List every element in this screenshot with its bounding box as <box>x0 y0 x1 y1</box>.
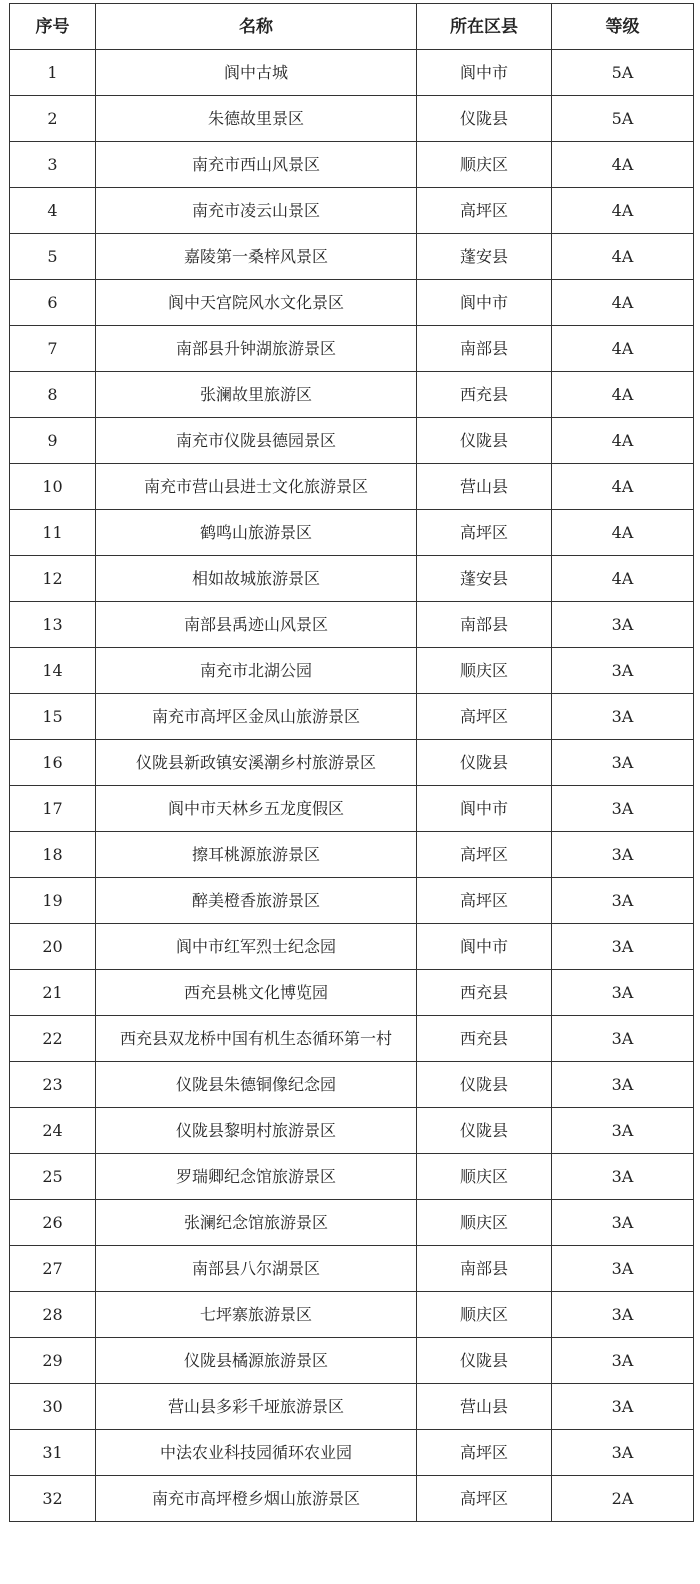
cell-name: 西充县双龙桥中国有机生态循环第一村 <box>96 1016 417 1062</box>
cell-no: 13 <box>10 602 96 648</box>
cell-name: 南部县禹迹山风景区 <box>96 602 417 648</box>
cell-district: 南部县 <box>417 602 552 648</box>
table-row <box>10 372 694 418</box>
cell-district: 西充县 <box>417 970 552 1016</box>
cell-name: 南充市凌云山景区 <box>96 188 417 234</box>
header-no: 序号 <box>10 4 96 50</box>
cell-level: 3A <box>552 878 694 924</box>
cell-name: 张澜纪念馆旅游景区 <box>96 1200 417 1246</box>
table-row <box>10 326 694 372</box>
table-row <box>10 464 694 510</box>
table-row <box>10 418 694 464</box>
cell-no: 18 <box>10 832 96 878</box>
cell-level: 3A <box>552 786 694 832</box>
cell-district: 西充县 <box>417 372 552 418</box>
cell-no: 27 <box>10 1246 96 1292</box>
cell-district: 高坪区 <box>417 188 552 234</box>
cell-level: 3A <box>552 740 694 786</box>
cell-level: 3A <box>552 648 694 694</box>
cell-level: 4A <box>552 280 694 326</box>
table-row <box>10 510 694 556</box>
cell-level: 3A <box>552 1292 694 1338</box>
cell-name: 仪陇县橘源旅游景区 <box>96 1338 417 1384</box>
cell-district: 蓬安县 <box>417 556 552 602</box>
cell-level: 3A <box>552 1108 694 1154</box>
cell-district: 高坪区 <box>417 510 552 556</box>
cell-district: 仪陇县 <box>417 1338 552 1384</box>
cell-level: 3A <box>552 1200 694 1246</box>
cell-name: 罗瑞卿纪念馆旅游景区 <box>96 1154 417 1200</box>
cell-name: 南部县升钟湖旅游景区 <box>96 326 417 372</box>
cell-no: 29 <box>10 1338 96 1384</box>
cell-name: 阆中市红军烈士纪念园 <box>96 924 417 970</box>
table-row <box>10 234 694 280</box>
cell-level: 5A <box>552 50 694 96</box>
table-row <box>10 188 694 234</box>
cell-district: 顺庆区 <box>417 1292 552 1338</box>
table-row <box>10 1430 694 1476</box>
table-row <box>10 602 694 648</box>
cell-level: 3A <box>552 1338 694 1384</box>
cell-no: 10 <box>10 464 96 510</box>
cell-level: 4A <box>552 326 694 372</box>
cell-name: 仪陇县黎明村旅游景区 <box>96 1108 417 1154</box>
cell-level: 3A <box>552 1246 694 1292</box>
cell-district: 仪陇县 <box>417 96 552 142</box>
cell-district: 高坪区 <box>417 694 552 740</box>
cell-district: 顺庆区 <box>417 1200 552 1246</box>
cell-level: 2A <box>552 1476 694 1522</box>
table-row <box>10 556 694 602</box>
cell-name: 营山县多彩千垭旅游景区 <box>96 1384 417 1430</box>
table-row <box>10 1200 694 1246</box>
table-row <box>10 740 694 786</box>
cell-name: 南充市西山风景区 <box>96 142 417 188</box>
table-row <box>10 970 694 1016</box>
cell-district: 仪陇县 <box>417 1108 552 1154</box>
cell-name: 鹤鸣山旅游景区 <box>96 510 417 556</box>
cell-district: 蓬安县 <box>417 234 552 280</box>
table-row <box>10 1016 694 1062</box>
cell-district: 顺庆区 <box>417 142 552 188</box>
table-row <box>10 1154 694 1200</box>
cell-name: 朱德故里景区 <box>96 96 417 142</box>
table-row <box>10 280 694 326</box>
cell-level: 4A <box>552 510 694 556</box>
cell-level: 3A <box>552 1154 694 1200</box>
table-row <box>10 1292 694 1338</box>
cell-level: 3A <box>552 832 694 878</box>
cell-name: 醉美橙香旅游景区 <box>96 878 417 924</box>
cell-name: 中法农业科技园循环农业园 <box>96 1430 417 1476</box>
cell-level: 5A <box>552 96 694 142</box>
cell-no: 8 <box>10 372 96 418</box>
cell-level: 3A <box>552 694 694 740</box>
table-header-row <box>10 4 694 50</box>
header-name: 名称 <box>96 4 417 50</box>
cell-district: 营山县 <box>417 464 552 510</box>
cell-level: 4A <box>552 372 694 418</box>
cell-no: 15 <box>10 694 96 740</box>
cell-no: 30 <box>10 1384 96 1430</box>
cell-no: 20 <box>10 924 96 970</box>
cell-name: 擦耳桃源旅游景区 <box>96 832 417 878</box>
cell-no: 1 <box>10 50 96 96</box>
cell-name: 南充市高坪橙乡烟山旅游景区 <box>96 1476 417 1522</box>
cell-no: 6 <box>10 280 96 326</box>
cell-name: 仪陇县朱德铜像纪念园 <box>96 1062 417 1108</box>
table-row <box>10 1476 694 1522</box>
table-row <box>10 1384 694 1430</box>
cell-level: 4A <box>552 464 694 510</box>
cell-no: 19 <box>10 878 96 924</box>
cell-name: 南充市营山县进士文化旅游景区 <box>96 464 417 510</box>
cell-name: 阆中古城 <box>96 50 417 96</box>
cell-district: 南部县 <box>417 1246 552 1292</box>
cell-no: 5 <box>10 234 96 280</box>
cell-district: 阆中市 <box>417 786 552 832</box>
table-row <box>10 1108 694 1154</box>
cell-no: 28 <box>10 1292 96 1338</box>
cell-no: 31 <box>10 1430 96 1476</box>
table-row <box>10 878 694 924</box>
cell-no: 22 <box>10 1016 96 1062</box>
cell-level: 3A <box>552 1384 694 1430</box>
cell-district: 仪陇县 <box>417 418 552 464</box>
cell-level: 3A <box>552 1062 694 1108</box>
cell-district: 阆中市 <box>417 50 552 96</box>
table-row <box>10 1246 694 1292</box>
cell-no: 25 <box>10 1154 96 1200</box>
header-district: 所在区县 <box>417 4 552 50</box>
cell-no: 12 <box>10 556 96 602</box>
cell-name: 仪陇县新政镇安溪潮乡村旅游景区 <box>96 740 417 786</box>
table-row <box>10 786 694 832</box>
table-row <box>10 694 694 740</box>
cell-name: 相如故城旅游景区 <box>96 556 417 602</box>
cell-no: 4 <box>10 188 96 234</box>
cell-level: 4A <box>552 142 694 188</box>
cell-district: 高坪区 <box>417 878 552 924</box>
cell-district: 南部县 <box>417 326 552 372</box>
cell-name: 南充市高坪区金凤山旅游景区 <box>96 694 417 740</box>
cell-no: 2 <box>10 96 96 142</box>
table-row <box>10 96 694 142</box>
cell-no: 24 <box>10 1108 96 1154</box>
cell-no: 14 <box>10 648 96 694</box>
cell-name: 嘉陵第一桑梓风景区 <box>96 234 417 280</box>
cell-district: 高坪区 <box>417 1476 552 1522</box>
table-row <box>10 1062 694 1108</box>
cell-level: 4A <box>552 188 694 234</box>
cell-name: 南充市仪陇县德园景区 <box>96 418 417 464</box>
cell-district: 仪陇县 <box>417 740 552 786</box>
cell-no: 9 <box>10 418 96 464</box>
cell-level: 3A <box>552 970 694 1016</box>
table-row <box>10 832 694 878</box>
cell-no: 17 <box>10 786 96 832</box>
cell-level: 4A <box>552 556 694 602</box>
cell-level: 3A <box>552 602 694 648</box>
cell-no: 32 <box>10 1476 96 1522</box>
cell-no: 11 <box>10 510 96 556</box>
cell-name: 西充县桃文化博览园 <box>96 970 417 1016</box>
cell-district: 顺庆区 <box>417 648 552 694</box>
cell-name: 张澜故里旅游区 <box>96 372 417 418</box>
cell-name: 阆中天宫院风水文化景区 <box>96 280 417 326</box>
cell-name: 七坪寨旅游景区 <box>96 1292 417 1338</box>
cell-level: 3A <box>552 1430 694 1476</box>
table-row <box>10 50 694 96</box>
cell-district: 仪陇县 <box>417 1062 552 1108</box>
cell-district: 阆中市 <box>417 924 552 970</box>
table-row <box>10 648 694 694</box>
cell-district: 营山县 <box>417 1384 552 1430</box>
cell-no: 21 <box>10 970 96 1016</box>
cell-name: 阆中市天林乡五龙度假区 <box>96 786 417 832</box>
scenic-area-table <box>9 3 694 1522</box>
cell-district: 高坪区 <box>417 1430 552 1476</box>
table-row <box>10 1338 694 1384</box>
table-row <box>10 924 694 970</box>
cell-district: 顺庆区 <box>417 1154 552 1200</box>
cell-name: 南充市北湖公园 <box>96 648 417 694</box>
cell-name: 南部县八尔湖景区 <box>96 1246 417 1292</box>
cell-district: 阆中市 <box>417 280 552 326</box>
cell-level: 3A <box>552 1016 694 1062</box>
table-row <box>10 142 694 188</box>
cell-no: 16 <box>10 740 96 786</box>
cell-no: 3 <box>10 142 96 188</box>
cell-no: 23 <box>10 1062 96 1108</box>
cell-district: 高坪区 <box>417 832 552 878</box>
header-level: 等级 <box>552 4 694 50</box>
cell-level: 3A <box>552 924 694 970</box>
cell-no: 26 <box>10 1200 96 1246</box>
cell-level: 4A <box>552 234 694 280</box>
cell-no: 7 <box>10 326 96 372</box>
cell-level: 4A <box>552 418 694 464</box>
cell-district: 西充县 <box>417 1016 552 1062</box>
